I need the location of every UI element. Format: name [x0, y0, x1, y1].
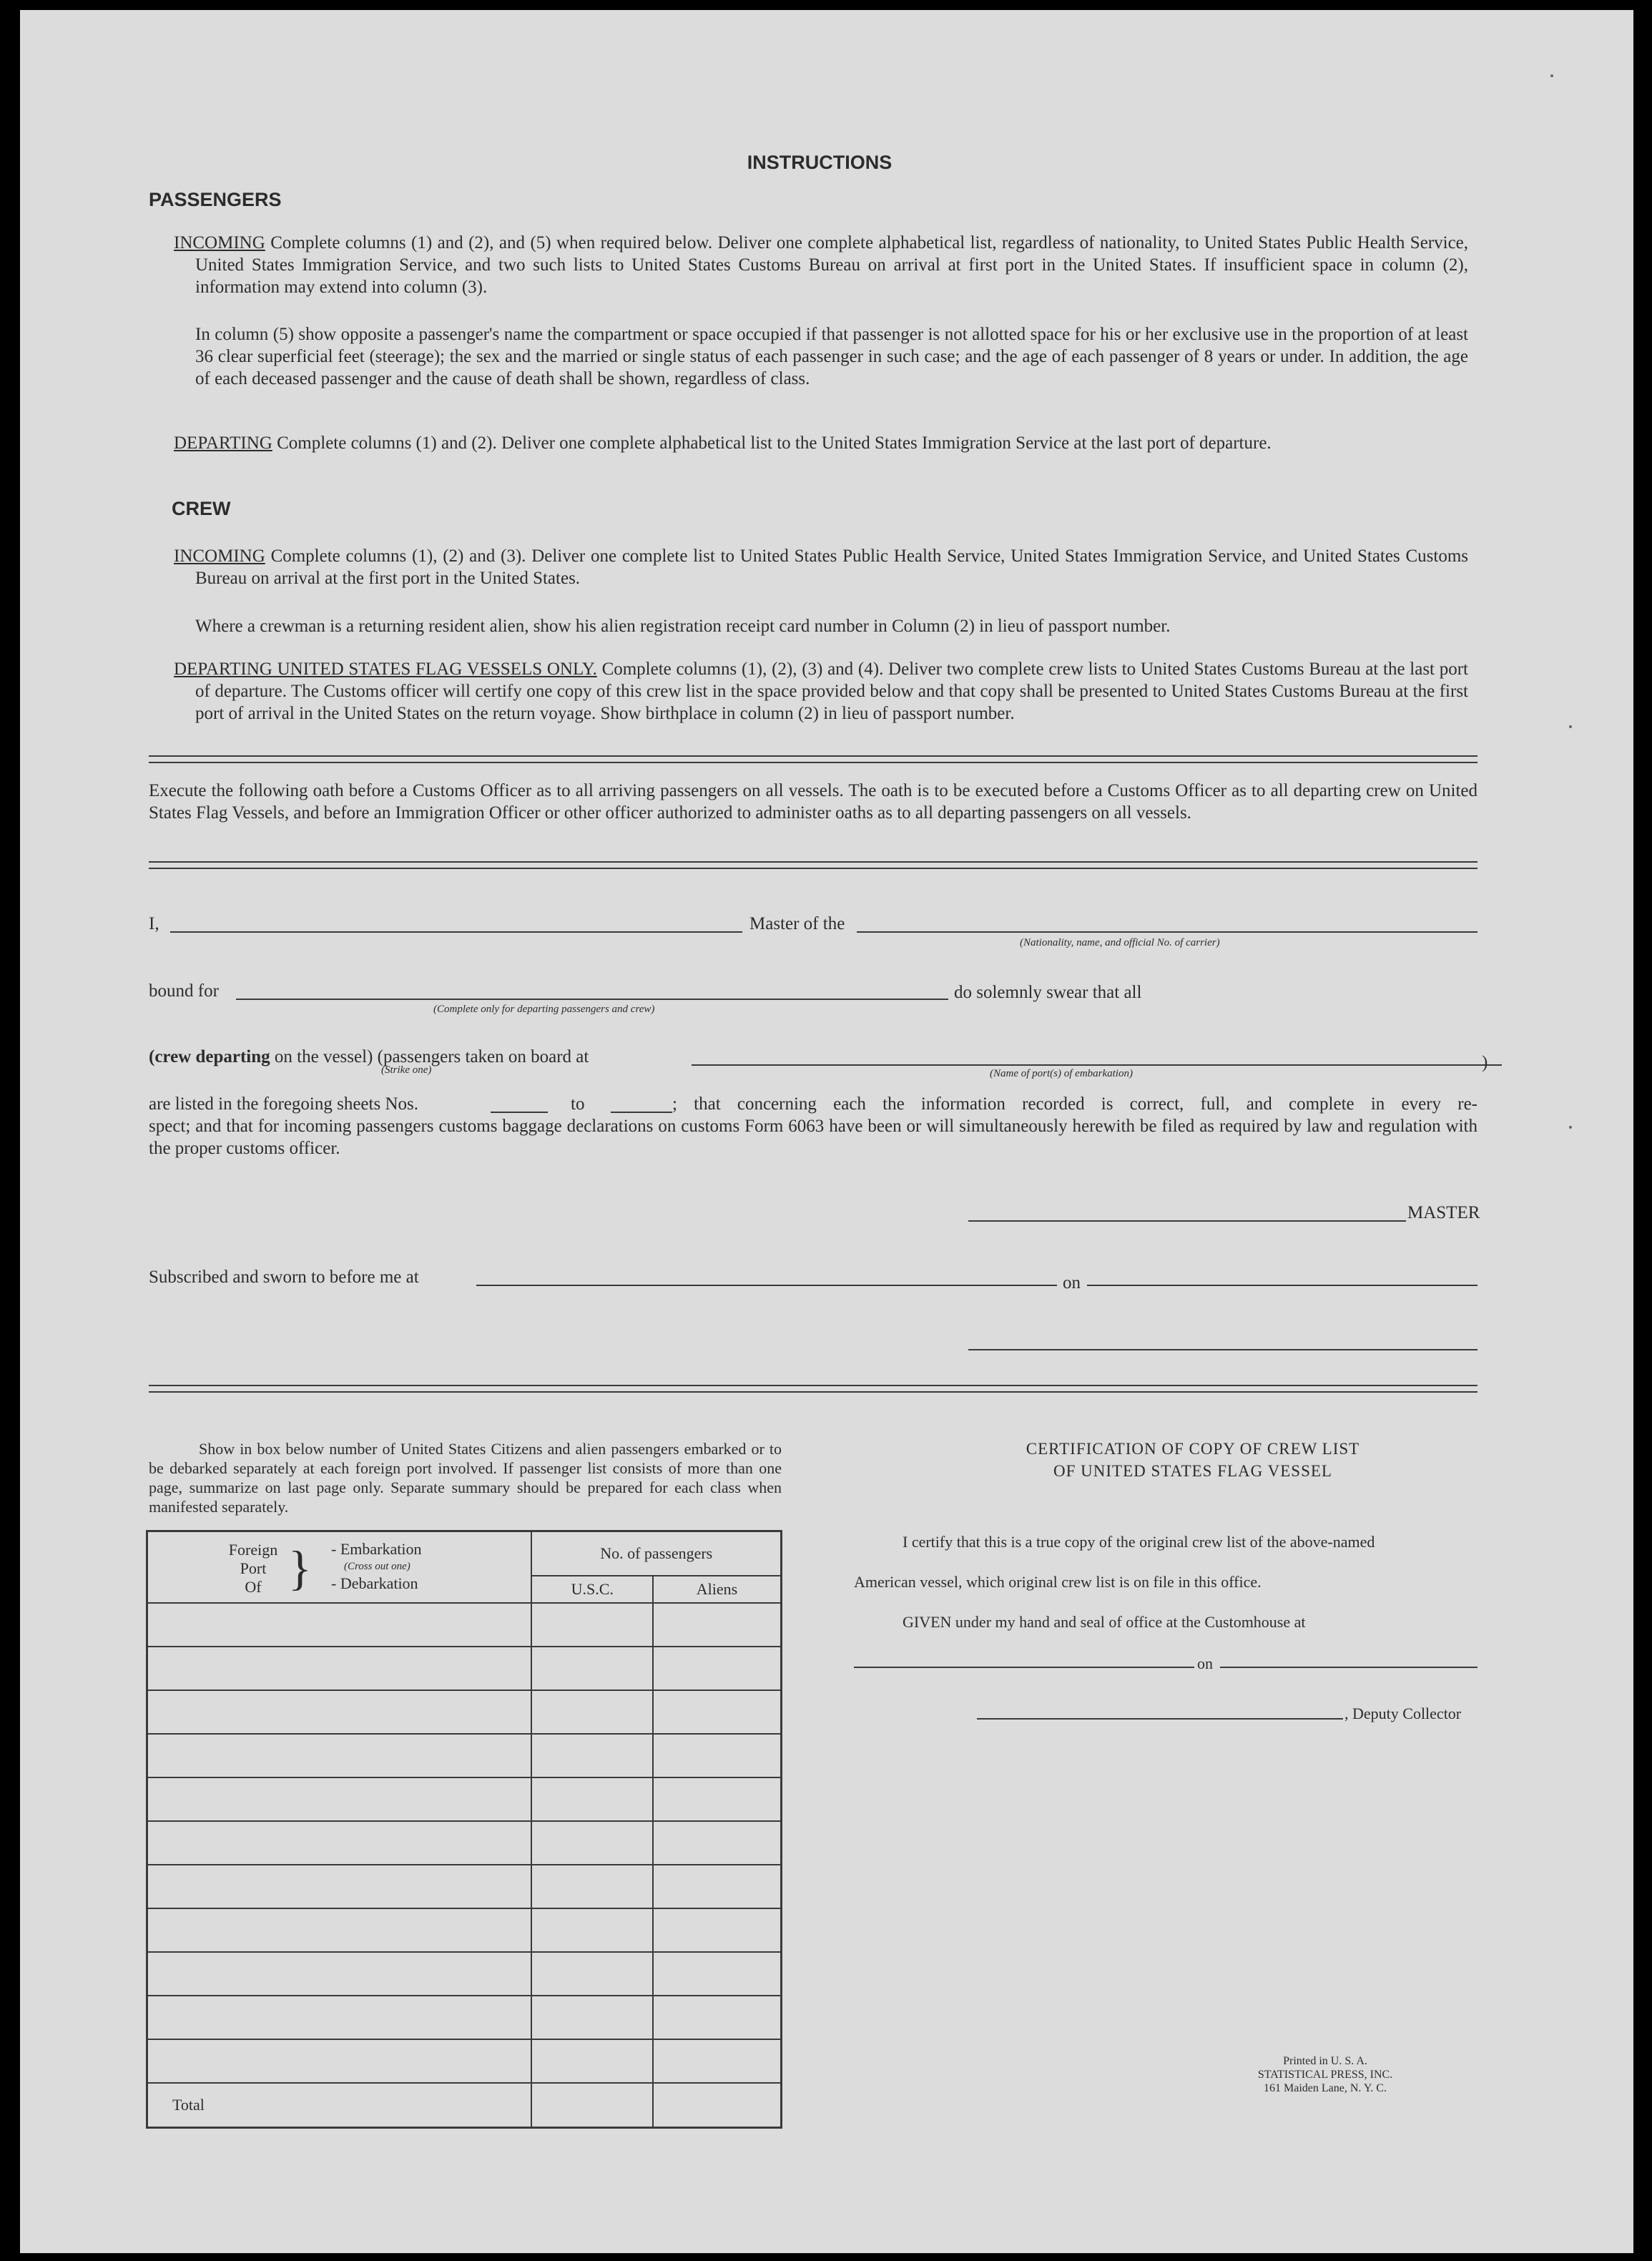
certify-text: I certify that this is a true copy of the original crew list of the above-named [903, 1533, 1375, 1551]
sworn-on-label: on [1063, 1273, 1081, 1293]
master-signature-field[interactable] [968, 1220, 1406, 1222]
of-label: Of [245, 1578, 262, 1596]
bound-for-caption: (Complete only for departing passengers and crew) [433, 1004, 655, 1015]
table-row [147, 1690, 782, 1734]
passengers-incoming-label: INCOMING [174, 233, 265, 252]
debarkation-label: - Debarkation [331, 1574, 418, 1592]
usc-cell[interactable] [531, 1647, 653, 1690]
crew-incoming-label: INCOMING [174, 546, 265, 566]
port-label: Port [240, 1559, 267, 1577]
aliens-cell[interactable] [653, 1603, 782, 1647]
crew-departing-label: DEPARTING UNITED STATES FLAG VESSELS ONLY. [174, 659, 597, 679]
bound-for-field[interactable] [236, 999, 948, 1000]
margin-speck [1569, 1126, 1572, 1129]
brace-icon: } [288, 1541, 312, 1595]
usc-cell[interactable] [531, 2039, 653, 2083]
foreign-label: Foreign [228, 1541, 278, 1559]
certification-title-line1: CERTIFICATION OF COPY OF CREW LIST [1026, 1440, 1360, 1458]
carrier-caption: (Nationality, name, and official No. of carrier) [1020, 937, 1220, 948]
aliens-cell[interactable] [653, 1952, 782, 1996]
usc-cell[interactable] [531, 1908, 653, 1952]
sworn-date-field[interactable] [1087, 1285, 1478, 1286]
usc-cell[interactable] [531, 1690, 653, 1734]
certification-title-line2: OF UNITED STATES FLAG VESSEL [1053, 1462, 1332, 1480]
foreign-port-cell[interactable] [147, 1908, 532, 1952]
total-aliens-cell[interactable] [653, 2083, 782, 2128]
foreign-port-cell[interactable] [147, 1647, 532, 1690]
aliens-cell[interactable] [653, 1996, 782, 2039]
printer-line1: Printed in U. S. A. [1283, 2055, 1367, 2067]
aliens-cell[interactable] [653, 1777, 782, 1821]
carrier-field[interactable] [857, 931, 1478, 933]
table-row [147, 1647, 782, 1690]
foreign-port-cell[interactable] [147, 1952, 532, 1996]
passengers-departing-label: DEPARTING [174, 433, 272, 453]
foreign-port-cell[interactable] [147, 2039, 532, 2083]
certification-title [864, 1438, 1522, 1482]
margin-speck [1569, 725, 1572, 728]
deputy-collector-signature-field[interactable] [977, 1718, 1343, 1720]
crew-departing-option: (crew departing [149, 1047, 270, 1066]
aliens-cell[interactable] [653, 1865, 782, 1908]
embarkation-label: - Embarkation [331, 1540, 422, 1558]
usc-cell[interactable] [531, 1821, 653, 1865]
table-row [147, 1603, 782, 1647]
bound-for-label: bound for [149, 981, 219, 1001]
port-caption: (Name of port(s) of embarkation) [990, 1068, 1133, 1079]
passengers-departing-paragraph [174, 432, 1468, 454]
total-label: Total [147, 2083, 532, 2128]
printer-imprint [1243, 2054, 1407, 2095]
customhouse-field[interactable] [854, 1667, 1194, 1668]
passengers-taken-option: (passengers taken on board at [377, 1047, 589, 1066]
passengers-incoming-paragraph [174, 232, 1468, 298]
deputy-collector-label: , Deputy Collector [1344, 1705, 1462, 1722]
cross-out-caption: (Cross out one) [344, 1561, 410, 1572]
aliens-cell[interactable] [653, 2039, 782, 2083]
printer-line3: 161 Maiden Lane, N. Y. C. [1264, 2082, 1387, 2094]
table-row [147, 1996, 782, 2039]
section-divider [149, 861, 1478, 869]
form-page [20, 10, 1633, 2253]
table-row [147, 1734, 782, 1777]
aliens-cell[interactable] [653, 1821, 782, 1865]
listed-suffix: ; that concerning each the information recorded is correct, full, and complete in every re- [672, 1094, 1478, 1114]
aliens-cell[interactable] [653, 1690, 782, 1734]
passengers-departing-text: Complete columns (1) and (2). Deliver one complete alphabetical list to the United States Immigration Service at the last port of departure. [277, 433, 1272, 453]
subscribed-label: Subscribed and sworn to before me at [149, 1267, 419, 1287]
table-row [147, 1777, 782, 1821]
close-paren: ) [1482, 1053, 1488, 1072]
usc-cell[interactable] [531, 1734, 653, 1777]
crew-incoming-text: Complete columns (1), (2) and (3). Deliver one complete list to United States Public Health Service, United States Immigration Service, and United States Customs Bureau on arrival at the first port in the United States. [195, 546, 1468, 588]
listed-prefix: are listed in the foregoing sheets Nos. [149, 1094, 418, 1114]
certification-on-label: on [1197, 1654, 1213, 1672]
total-usc-cell[interactable] [531, 2083, 653, 2128]
crew-departing-text: Complete columns (1), (2), (3) and (4). Deliver two complete crew lists to United States Customs Bureau at the last port of departure. The Customs officer will certify one copy of this crew list in the space provided below and that copy shall be presented to United States Customs Bureau at the first port of arrival in the United States on the return voyage. Show birthplace in column (2) in lieu of passport number. [195, 659, 1468, 723]
usc-cell[interactable] [531, 1865, 653, 1908]
foreign-port-cell[interactable] [147, 1690, 532, 1734]
aliens-cell[interactable] [653, 1908, 782, 1952]
usc-header: U.S.C. [531, 1576, 653, 1603]
swear-label: do solemnly swear that all [954, 983, 1142, 1002]
section-divider [149, 755, 1478, 763]
usc-cell[interactable] [531, 1603, 653, 1647]
master-of-the-label: Master of the [749, 914, 845, 933]
oath-instructions: Execute the following oath before a Customs Officer as to all arriving passengers on all vessels. The oath is to be executed before a Customs Officer as to all departing crew on United States Flag Vessels, and before an Immigration Officer or other officer authorized to administer oaths as to all departing passengers on all vessels. [149, 781, 1478, 823]
sheet-to-field[interactable] [611, 1112, 672, 1113]
crew-heading: CREW [172, 498, 231, 519]
master-signature-label: MASTER [1407, 1203, 1480, 1222]
master-name-field[interactable] [170, 931, 742, 933]
foreign-port-cell[interactable] [147, 1734, 532, 1777]
strike-choice [149, 1046, 589, 1068]
american-vessel-text: American vessel, which original crew list is on file in this office. [854, 1573, 1262, 1591]
on-the-vessel-label: on the vessel) [274, 1047, 373, 1066]
foreign-port-cell[interactable] [147, 1777, 532, 1821]
sheet-from-field[interactable] [491, 1112, 548, 1113]
to-label: to [571, 1094, 585, 1114]
table-row [147, 1865, 782, 1908]
aliens-header: Aliens [653, 1576, 782, 1603]
foreign-port-cell[interactable] [147, 1865, 532, 1908]
passengers-column5-paragraph: In column (5) show opposite a passenger's name the compartment or space occupied if that passenger is not allotted space for his or her exclusive use in the proportion of at least 36 clear superficial feet (steerage); the sex and the married or single status of each passenger in such case; and the age of each passenger of 8 years or under. In addition, the age of each deceased passenger and the cause of death shall be shown, regardless of class. [195, 325, 1468, 388]
oath-i-label: I, [149, 914, 159, 933]
passengers-incoming-text: Complete columns (1) and (2), and (5) when required below. Deliver one complete alphabetical list, regardless of nationality, to United States Public Health Service, United States Immigration Service, and two such lists to United States Customs Bureau on arrival at first port in the United States. If insufficient space in column (2), information may extend into column (3). [195, 233, 1469, 297]
table-row [147, 1952, 782, 1996]
crew-departing-paragraph [174, 658, 1468, 725]
passenger-summary-table [146, 1530, 782, 2129]
foreign-port-cell[interactable] [147, 1603, 532, 1647]
certification-date-field[interactable] [1220, 1667, 1478, 1668]
given-text: GIVEN under my hand and seal of office at the Customhouse at [903, 1613, 1306, 1631]
printer-line2: STATISTICAL PRESS, INC. [1257, 2069, 1393, 2081]
table-row [147, 2039, 782, 2083]
aliens-cell[interactable] [653, 1647, 782, 1690]
foreign-port-cell[interactable] [147, 1996, 532, 2039]
listed-rest: spect; and that for incoming passengers customs baggage declarations on customs Form 6063 have been or will simultaneously herewith be filed as required by law and regulation with the proper customs officer. [149, 1117, 1478, 1158]
usc-cell[interactable] [531, 1952, 653, 1996]
summary-instructions: Show in box below number of United States Citizens and alien passengers embarked or to be debarked separately at each foreign port involved. If passenger list consists of more than one page, summarize on last page only. Separate summary should be prepared for each class when manifested separately. [149, 1440, 782, 1516]
crew-alien-paragraph: Where a crewman is a returning resident alien, show his alien registration receipt card number in Column (2) in lieu of passport number. [195, 617, 1171, 636]
embarkation-port-field[interactable] [692, 1064, 1502, 1066]
page-title: INSTRUCTIONS [747, 152, 893, 173]
table-row [147, 1908, 782, 1952]
strike-caption: (Strike one) [381, 1064, 432, 1076]
margin-speck [1550, 74, 1553, 77]
crew-incoming-paragraph [174, 545, 1468, 589]
foreign-port-header [147, 1531, 532, 1603]
usc-cell[interactable] [531, 1777, 653, 1821]
sworn-place-field[interactable] [476, 1285, 1057, 1286]
table-row [147, 1821, 782, 1865]
no-passengers-header: No. of passengers [531, 1531, 781, 1576]
usc-cell[interactable] [531, 1996, 653, 2039]
aliens-cell[interactable] [653, 1734, 782, 1777]
section-divider [149, 1385, 1478, 1393]
passengers-heading: PASSENGERS [149, 189, 282, 210]
officer-signature-field[interactable] [968, 1349, 1478, 1350]
foreign-port-cell[interactable] [147, 1821, 532, 1865]
